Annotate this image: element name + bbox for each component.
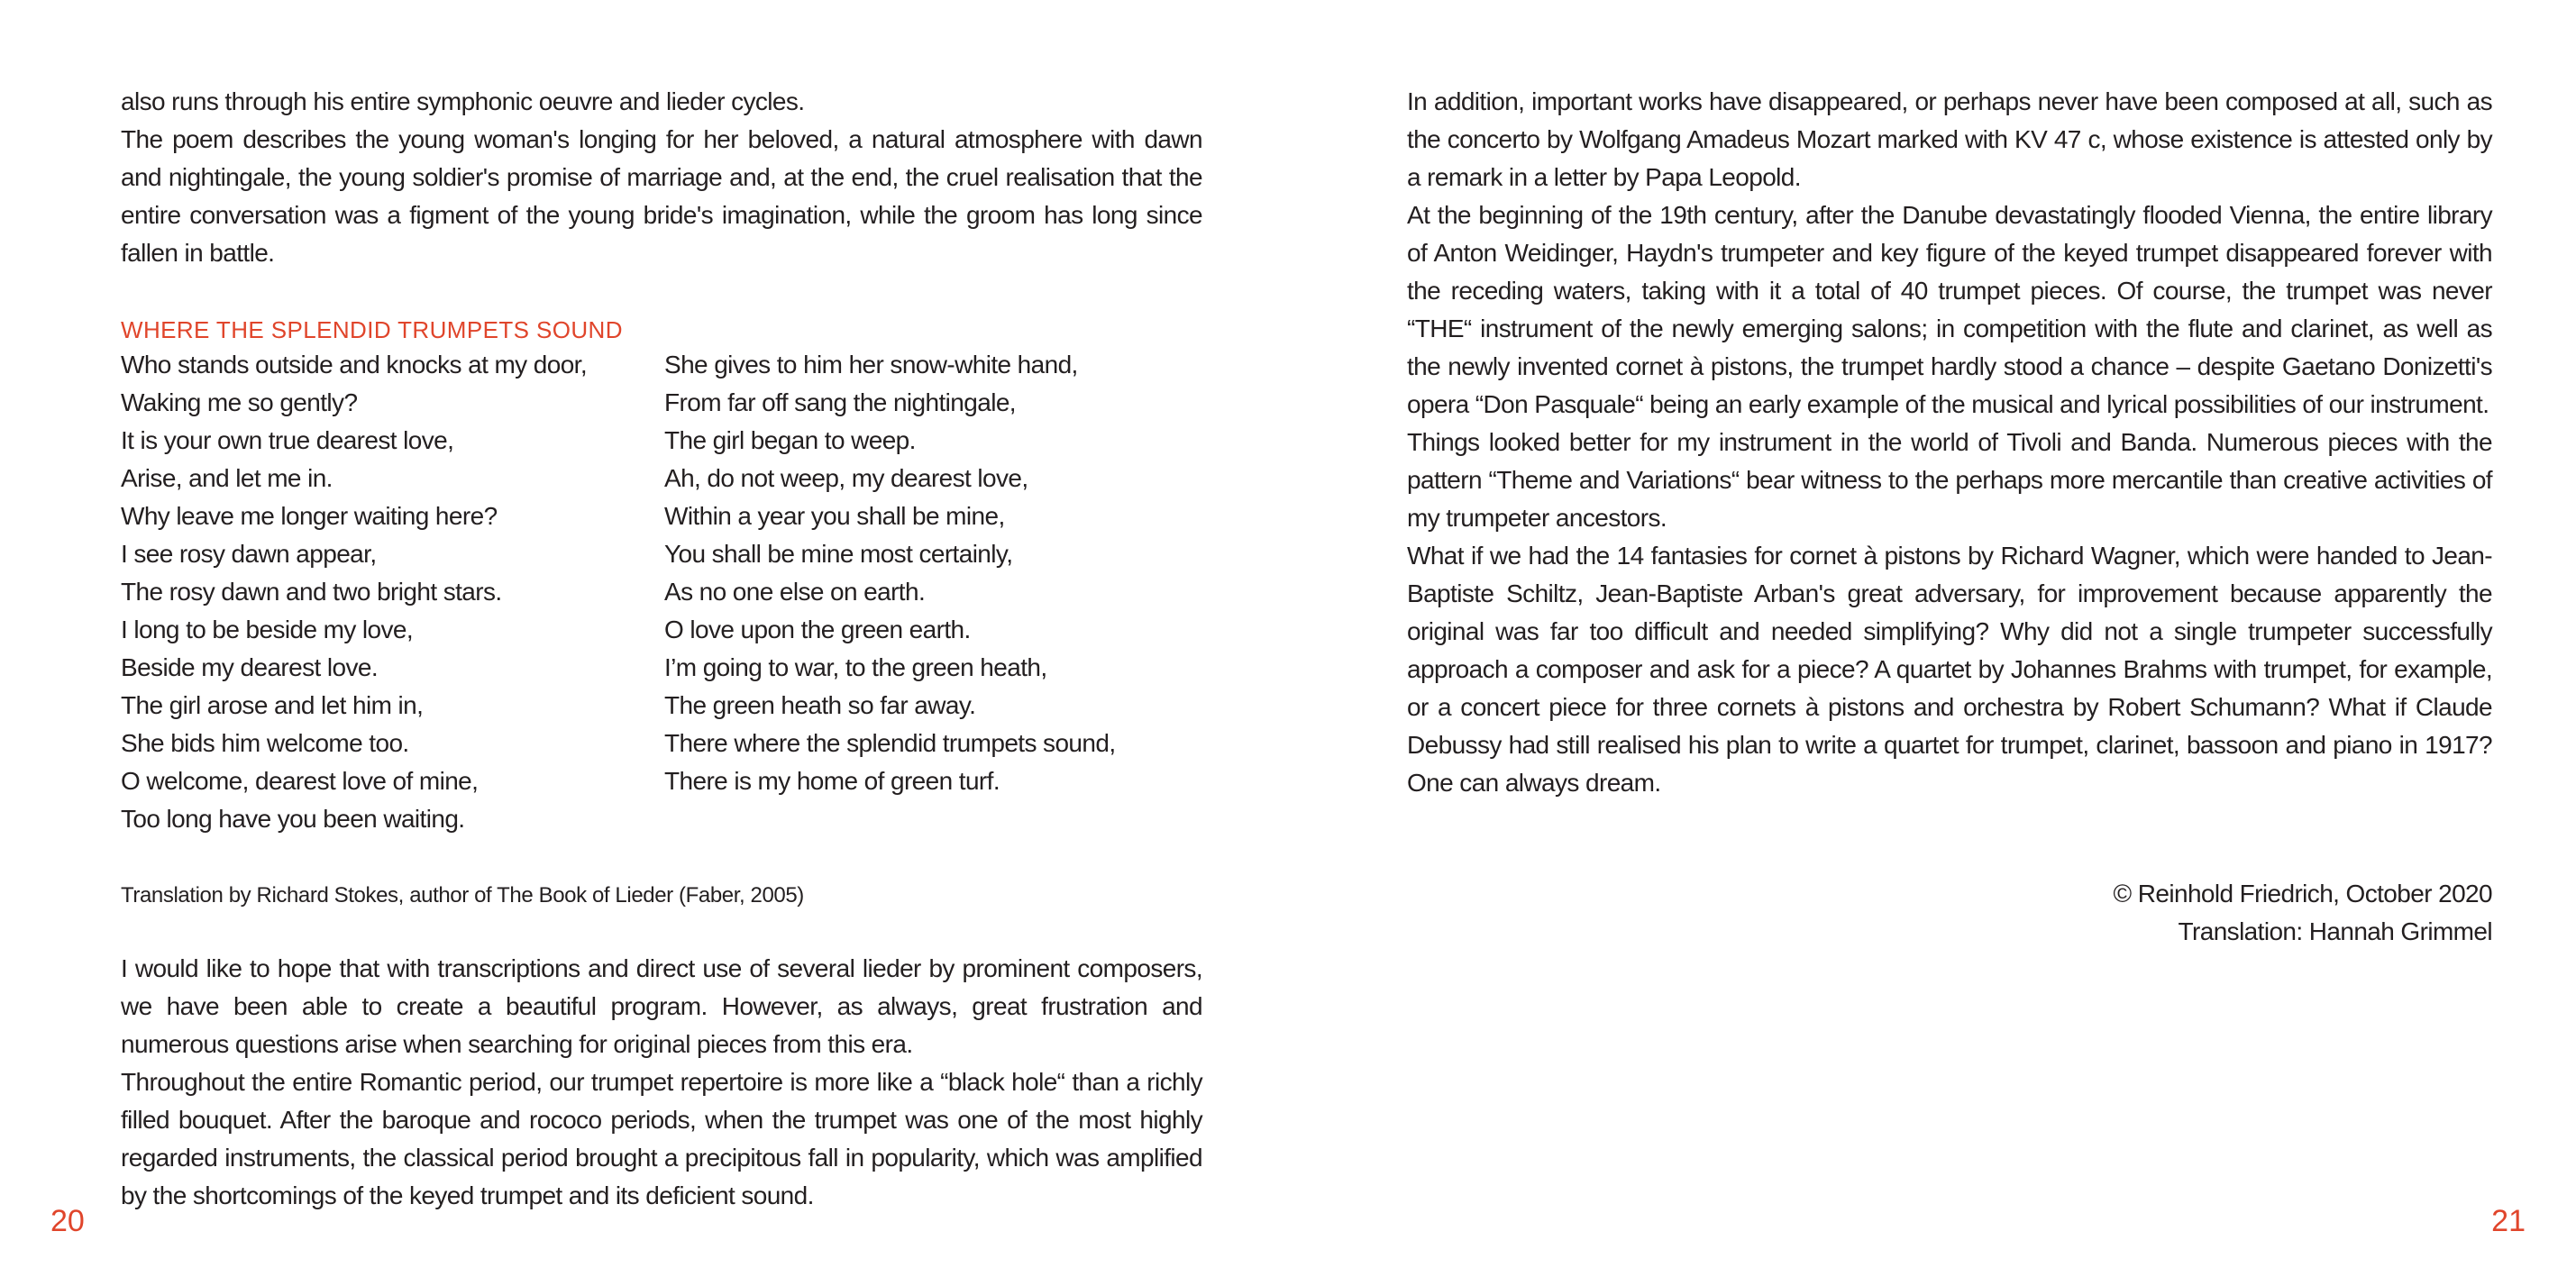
right-paragraph-4: What if we had the 14 fantasies for cornet à pistons by Richard Wagner, which were handed to Jean-Baptiste Schiltz, Jean-Baptiste Arban's great adversary, for improvement because apparently the original was far too difficult and needed simplifying? Why did not a single trumpeter successfully approach a composer and ask for a piece? A quartet by Johannes Brahms with trumpet, for example, or a concert piece for three cornets à pistons and orchestra by Robert Schumann? What if Claude Debussy had still realised his plan to write a quartet for trumpet, clarinet, bassoon and piano in 1917? One can always dream. (1407, 542, 2492, 797)
essay-paragraph-1: I would like to hope that with transcriptions and direct use of several lieder by prominent composers, we have been able to create a beautiful program. However, as always, great frustration and numerous questions arise when searching for original pieces from this era. (121, 954, 1202, 1058)
intro-paragraph-1: also runs through his entire symphonic oeuvre and lieder cycles. (121, 87, 805, 115)
intro-paragraph-2: The poem describes the young woman's longing for her beloved, a natural atmosphere with dawn and nightingale, the young soldier's promise of marriage and, at the end, the cruel realisation that the entire conversation was a figment of the young bride's imagination, while the groom has long since fallen in battle. (121, 125, 1202, 267)
poem-line: She gives to him her snow-white hand, (664, 351, 1078, 379)
poem-column-right (664, 346, 1205, 800)
essay-text (121, 950, 1202, 1215)
right-page-text (1407, 83, 2492, 802)
poem-line: I see rosy dawn appear, (121, 540, 377, 568)
right-paragraph-2: At the beginning of the 19th century, after the Danube devastatingly flooded Vienna, the entire library of Anton Weidinger, Haydn's trumpeter and key figure of the keyed trumpet disappeared forever with the receding waters, taking with it a total of 40 trumpet pieces. Of course, the trumpet was never “THE“ instrument of the newly emerging salons; in competition with the flute and clarinet, as well as the newly invented cornet à pistons, the trumpet hardly stood a chance – despite Gaetano Donizetti's opera “Don Pasquale“ being an early example of the musical and lyrical possibilities of our instrument. (1407, 201, 2492, 418)
poem-line: From far off sang the nightingale, (664, 388, 1016, 416)
poem-line: Who stands outside and knocks at my door, (121, 351, 588, 379)
poem-line: Within a year you shall be mine, (664, 502, 1005, 530)
right-paragraph-3: Things looked better for my instrument in the world of Tivoli and Banda. Numerous pieces with the pattern “Theme and Variations“ bear witness to the perhaps more mercantile than creative activities of my trumpeter ancestors. (1407, 428, 2492, 532)
poem-line: Why leave me longer waiting here? (121, 502, 498, 530)
poem-line: It is your own true dearest love, (121, 426, 454, 454)
poem-column-left (121, 346, 644, 838)
poem-line: I’m going to war, to the green heath, (664, 653, 1047, 681)
poem-line: The girl began to weep. (664, 426, 916, 454)
page-number-left: 20 (50, 1204, 85, 1238)
poem-line: O love upon the green earth. (664, 616, 971, 643)
signature-author: © Reinhold Friedrich, October 2020 (2113, 880, 2492, 908)
translation-credit: Translation by Richard Stokes, author of The Book of Lieder (Faber, 2005) (121, 883, 804, 908)
right-paragraph-1: In addition, important works have disappeared, or perhaps never have been composed at all, such as the concerto by Wolfgang Amadeus Mozart marked with KV 47 c, whose existence is attested only by a remark in a letter by Papa Leopold. (1407, 87, 2492, 191)
poem-line: Too long have you been waiting. (121, 805, 465, 833)
poem-line: There where the splendid trumpets sound, (664, 729, 1116, 757)
poem-line: You shall be mine most certainly, (664, 540, 1013, 568)
page-number-right: 21 (2491, 1204, 2526, 1238)
poem-line: Beside my dearest love. (121, 653, 379, 681)
poem-line: The girl arose and let him in, (121, 691, 424, 719)
poem-line: I long to be beside my love, (121, 616, 414, 643)
poem-line: Ah, do not weep, my dearest love, (664, 464, 1028, 492)
poem-line: There is my home of green turf. (664, 767, 1000, 795)
poem-line: Waking me so gently? (121, 388, 358, 416)
poem-heading: WHERE THE SPLENDID TRUMPETS SOUND (121, 316, 623, 343)
right-page (1288, 0, 2576, 1277)
poem-line: O welcome, dearest love of mine, (121, 767, 479, 795)
poem-line: She bids him welcome too. (121, 729, 409, 757)
poem-line: The rosy dawn and two bright stars. (121, 578, 502, 606)
essay-paragraph-2: Throughout the entire Romantic period, our trumpet repertoire is more like a “black hole“ than a richly filled bouquet. After the baroque and rococo periods, when the trumpet was one of the most highly regarded instruments, the classical period brought a precipitous fall in popularity, which was amplified by the shortcomings of the keyed trumpet and its deficient sound. (121, 1068, 1202, 1209)
signature-translator: Translation: Hannah Grimmel (2178, 917, 2492, 945)
poem-line: The green heath so far away. (664, 691, 976, 719)
poem-line: Arise, and let me in. (121, 464, 333, 492)
signature-block (2114, 875, 2492, 951)
poem-line: As no one else on earth. (664, 578, 926, 606)
intro-text (121, 83, 1202, 272)
